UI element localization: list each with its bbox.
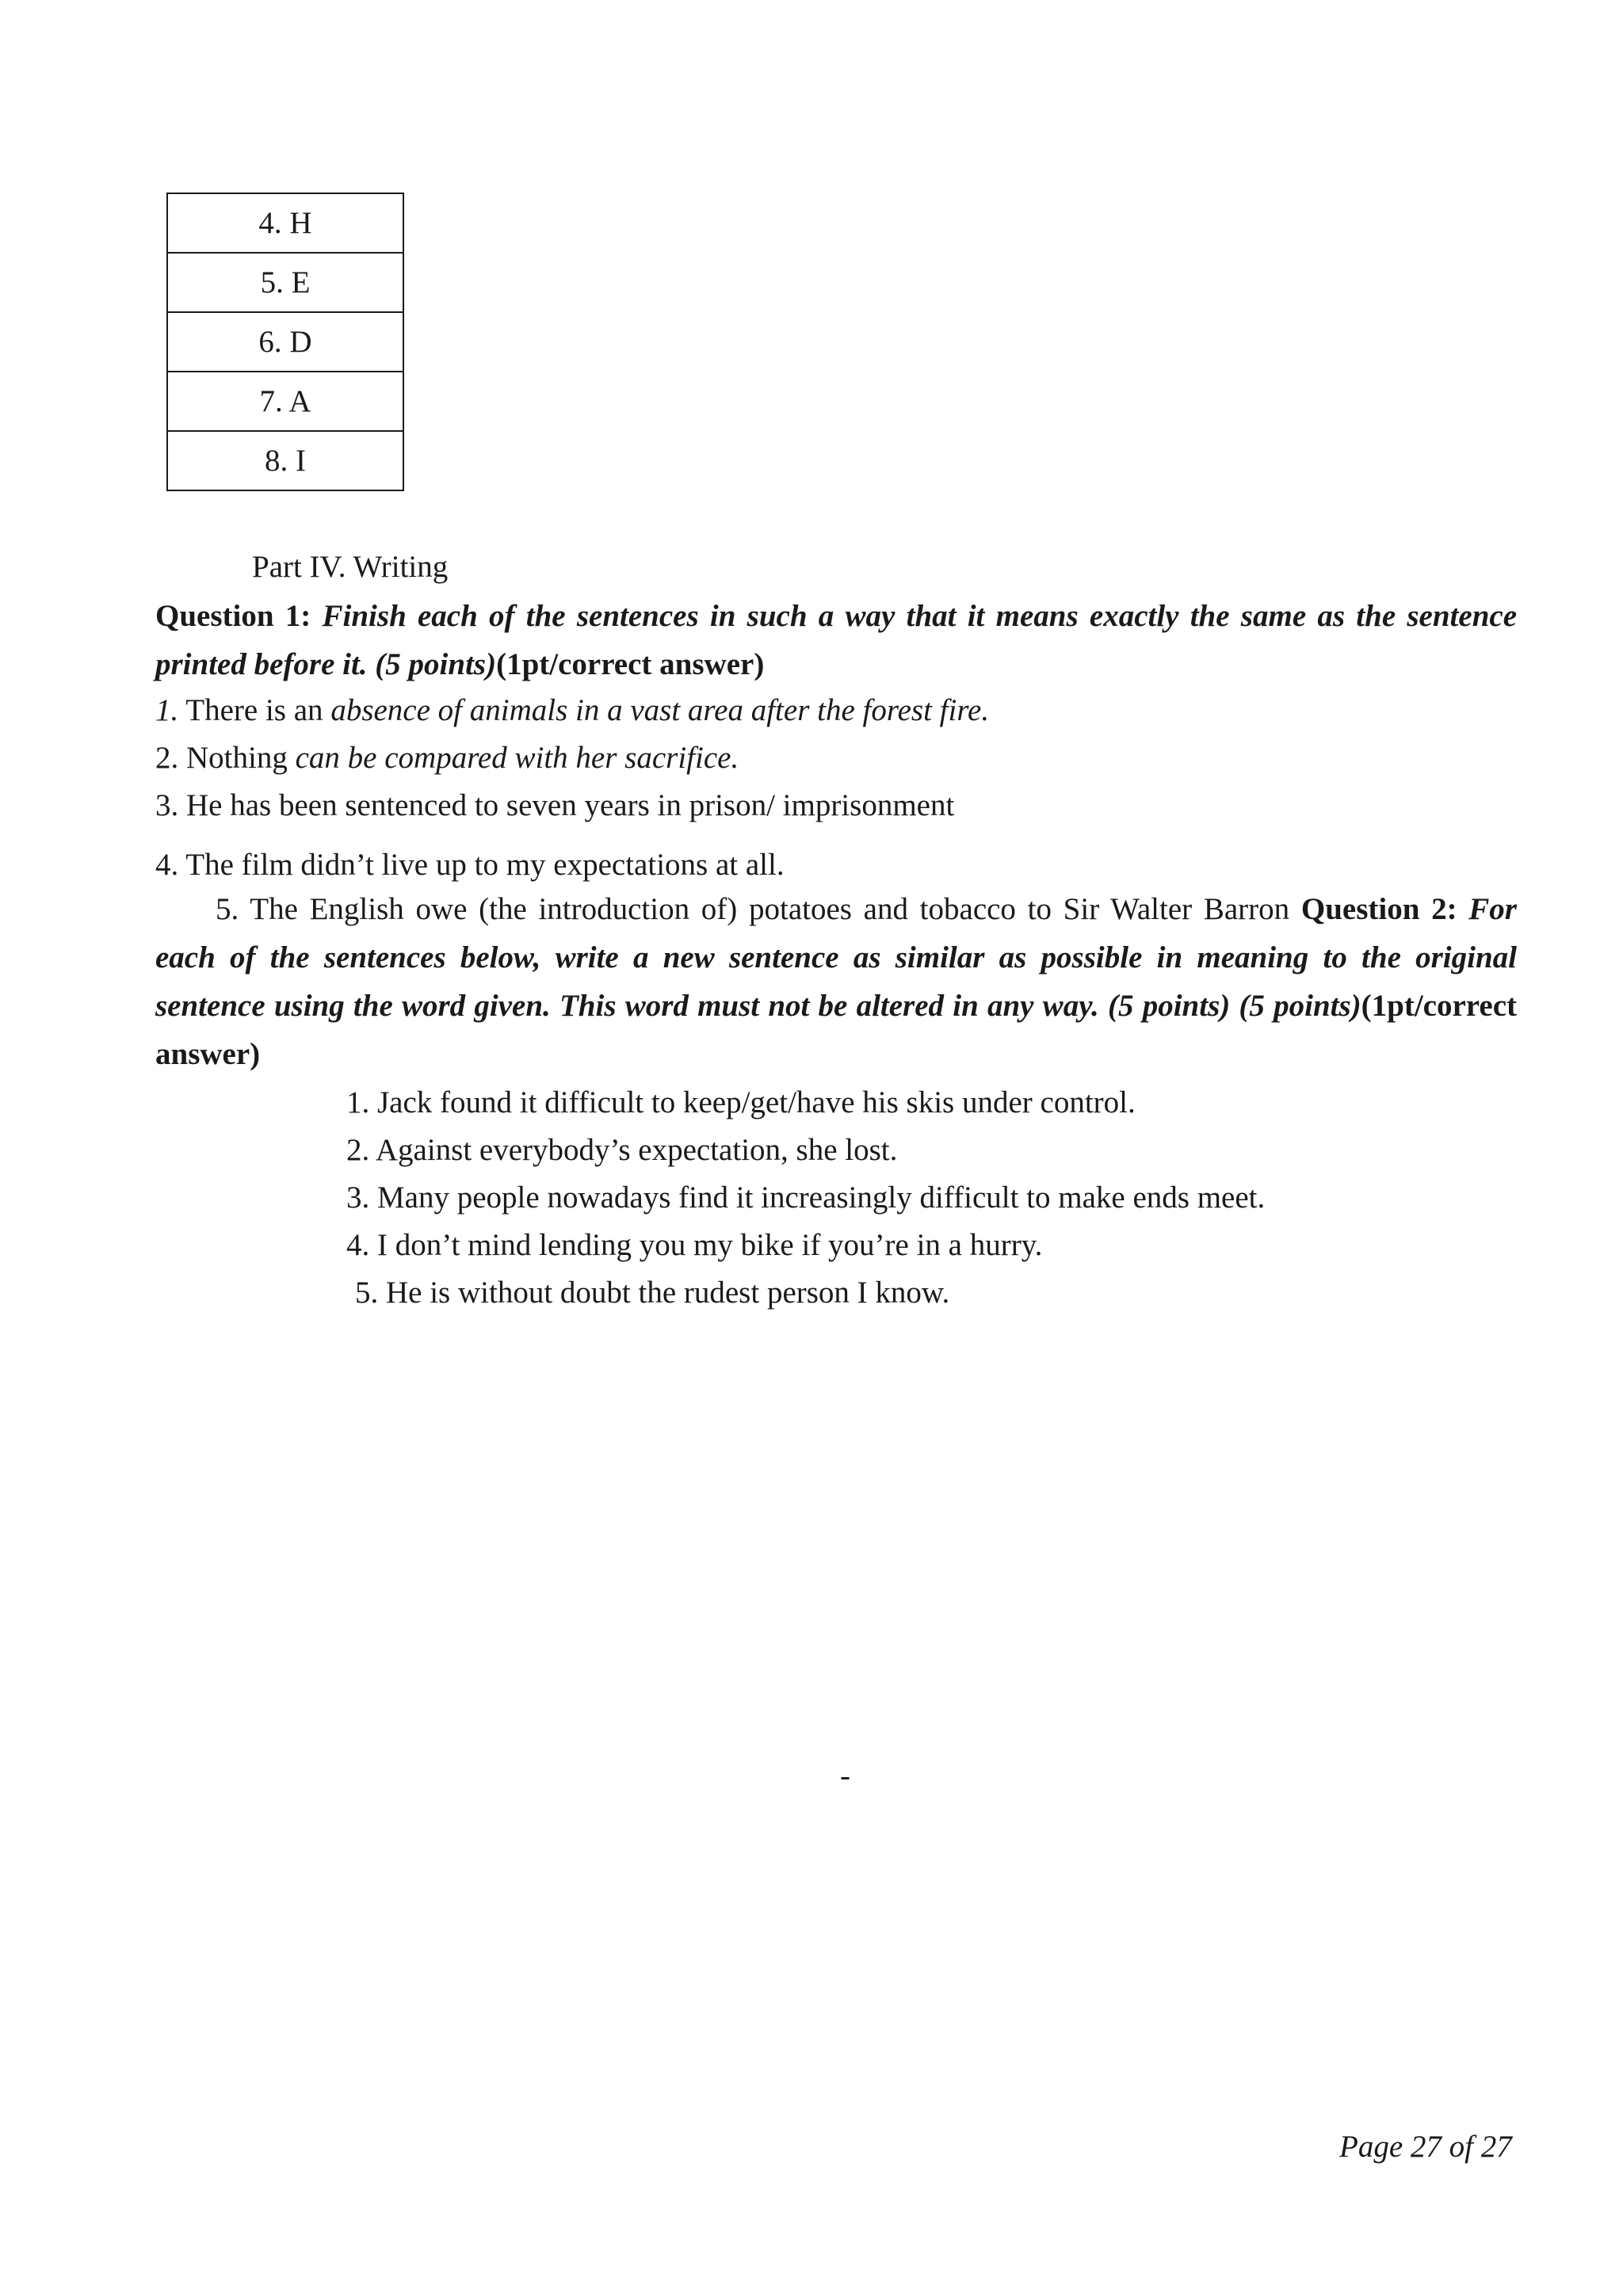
question1-answer: [155, 695, 989, 726]
answer-table: [166, 193, 404, 491]
question1-instruction: [155, 592, 1517, 688]
question2-answer: 1. Jack found it difficult to keep/get/have his skis under control.: [346, 1085, 1136, 1119]
question1-answer: [155, 742, 739, 773]
answer-number: 5.: [216, 892, 239, 926]
table-row: [167, 193, 403, 253]
table-row: [167, 312, 403, 372]
table-cell: 7. A: [167, 372, 403, 431]
answer-text: Nothing: [178, 741, 296, 775]
answer-number: 2.: [155, 741, 179, 775]
question2-label-part1: Question: [1300, 892, 1420, 926]
answer-italic: absence of animals in a vast area after the forest fire.: [330, 693, 990, 727]
question2-instruction-text: For each of the sentences below, write a new sentence as similar as possible in meaning to the original sentence using the word given. This word must not be altered in any way. (5 points) (5 points): [155, 892, 1517, 1023]
answer-italic: can be compared with her sacrifice.: [295, 741, 739, 775]
table-cell: 8. I: [167, 431, 403, 490]
question1-answer: [155, 849, 785, 880]
page-number: Page 27 of 27: [1339, 2130, 1512, 2164]
question2-instruction-tail: (1pt/correct answer): [155, 989, 1517, 1071]
question1-label: Question 1:: [155, 599, 311, 633]
question1-instruction-tail: (1pt/correct answer): [496, 647, 765, 681]
question2-answer: 2. Against everybody’s expectation, she lost.: [346, 1133, 898, 1167]
question1-instruction-text: Finish each of the sentences in such a way that it means exactly the same as the sentence printed before it. (5 points): [155, 599, 1518, 681]
part-heading: Part IV. Writing: [252, 550, 449, 584]
answer-number: 4.: [155, 848, 179, 882]
question2-instruction: [155, 885, 1517, 1078]
question2-answer: 3. Many people nowadays find it increasingly difficult to make ends meet.: [346, 1180, 1266, 1215]
question2-answer: 5. He is without doubt the rudest person I know.: [355, 1276, 950, 1310]
answer-text: The film didn’t live up to my expectations at all.: [178, 848, 785, 882]
answer-number: 1.: [155, 693, 179, 727]
question1-answer: [155, 790, 954, 821]
table-cell: 6. D: [167, 312, 403, 372]
table-row: [167, 253, 403, 312]
question2-answer: 4. I don’t mind lending you my bike if you’re in a hurry.: [346, 1228, 1043, 1262]
question2-label-part2: 2:: [1431, 892, 1457, 926]
table-cell: 4. H: [167, 193, 403, 253]
answer-number: 3.: [155, 788, 179, 822]
answer-text: There is an: [178, 693, 331, 727]
table-row: [167, 372, 403, 431]
answer-text: He has been sentenced to seven years in prison/ imprisonment: [178, 788, 955, 822]
answer-text: The English owe (the introduction of) potatoes and tobacco to Sir Walter Barron: [239, 892, 1301, 926]
separator-dash: -: [840, 1759, 850, 1793]
table-row: [167, 431, 403, 490]
table-cell: 5. E: [167, 253, 403, 312]
